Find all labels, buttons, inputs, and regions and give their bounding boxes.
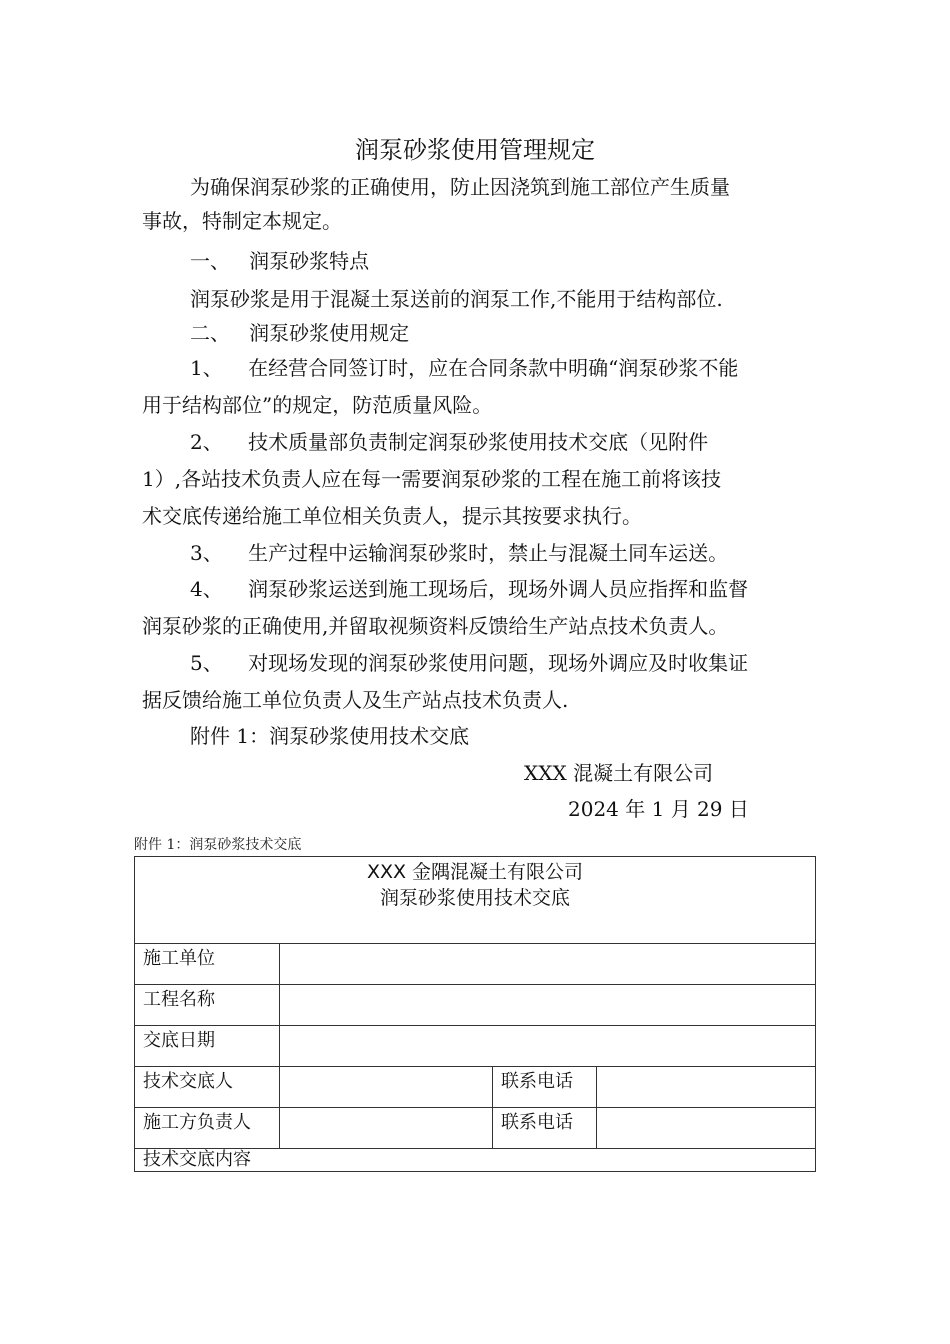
field-construction-unit[interactable]: [280, 944, 816, 985]
intro-line-1: 为确保润泵砂浆的正确使用，防止因浇筑到施工部位产生质量: [190, 175, 730, 199]
section-1-heading: 一、 润泵砂浆特点: [190, 249, 370, 273]
intro-line-2: 事故，特制定本规定。: [142, 209, 342, 233]
form-header: [135, 857, 816, 944]
item-3: 3、 生产过程中运输润泵砂浆时，禁止与混凝土同车运送。: [190, 541, 729, 565]
label-phone-1: 联系电话: [493, 1067, 597, 1108]
table-row: [135, 944, 816, 985]
form-header-title: 润泵砂浆使用技术交底: [380, 887, 571, 909]
field-phone-1[interactable]: [597, 1067, 816, 1108]
label-briefing-content: 技术交底内容: [135, 1149, 816, 1172]
table-row: [135, 985, 816, 1026]
item-4-line-1: 4、 润泵砂浆运送到施工现场后，现场外调人员应指挥和监督: [190, 577, 749, 601]
label-contractor-lead: 施工方负责人: [135, 1108, 280, 1149]
table-row: [135, 1026, 816, 1067]
field-project-name[interactable]: [280, 985, 816, 1026]
attachment-reference: 附件 1：润泵砂浆使用技术交底: [190, 724, 470, 748]
attachment-caption: 附件 1：润泵砂浆技术交底: [134, 837, 302, 853]
field-briefing-date[interactable]: [280, 1026, 816, 1067]
item-2-line-2: 1）,各站技术负责人应在每一需要润泵砂浆的工程在施工前将该技: [142, 467, 722, 491]
table-row: [135, 1067, 816, 1108]
item-4-line-2: 润泵砂浆的正确使用,并留取视频资料反馈给生产站点技术负责人。: [142, 614, 729, 638]
item-5-line-1: 5、 对现场发现的润泵砂浆使用问题，现场外调应及时收集证: [190, 651, 749, 675]
label-project-name: 工程名称: [135, 985, 280, 1026]
item-2-line-1: 2、 技术质量部负责制定润泵砂浆使用技术交底（见附件: [190, 430, 709, 454]
document-date: 2024 年 1 月 29 日: [568, 797, 749, 821]
document-title: 润泵砂浆使用管理规定: [355, 136, 595, 164]
field-phone-2[interactable]: [597, 1108, 816, 1149]
section-1-body: 润泵砂浆是用于混凝土泵送前的润泵工作,不能用于结构部位.: [190, 287, 723, 311]
table-row: [135, 1108, 816, 1149]
label-construction-unit: 施工单位: [135, 944, 280, 985]
field-contractor-lead[interactable]: [280, 1108, 493, 1149]
label-briefer: 技术交底人: [135, 1067, 280, 1108]
form-header-company: XXX 金隅混凝土有限公司: [366, 861, 584, 883]
label-phone-2: 联系电话: [493, 1108, 597, 1149]
item-1-line-2: 用于结构部位”的规定，防范质量风险。: [142, 393, 493, 417]
company-signature: XXX 混凝土有限公司: [524, 761, 714, 785]
briefing-form-table: [134, 856, 816, 1172]
section-2-heading: 二、 润泵砂浆使用规定: [190, 321, 410, 345]
item-1-line-1: 1、 在经营合同签订时，应在合同条款中明确“润泵砂浆不能: [190, 356, 739, 380]
table-row: [135, 1149, 816, 1172]
label-briefing-date: 交底日期: [135, 1026, 280, 1067]
field-briefer[interactable]: [280, 1067, 493, 1108]
item-2-line-3: 术交底传递给施工单位相关负责人，提示其按要求执行。: [142, 504, 642, 528]
item-5-line-2: 据反馈给施工单位负责人及生产站点技术负责人.: [142, 688, 569, 712]
